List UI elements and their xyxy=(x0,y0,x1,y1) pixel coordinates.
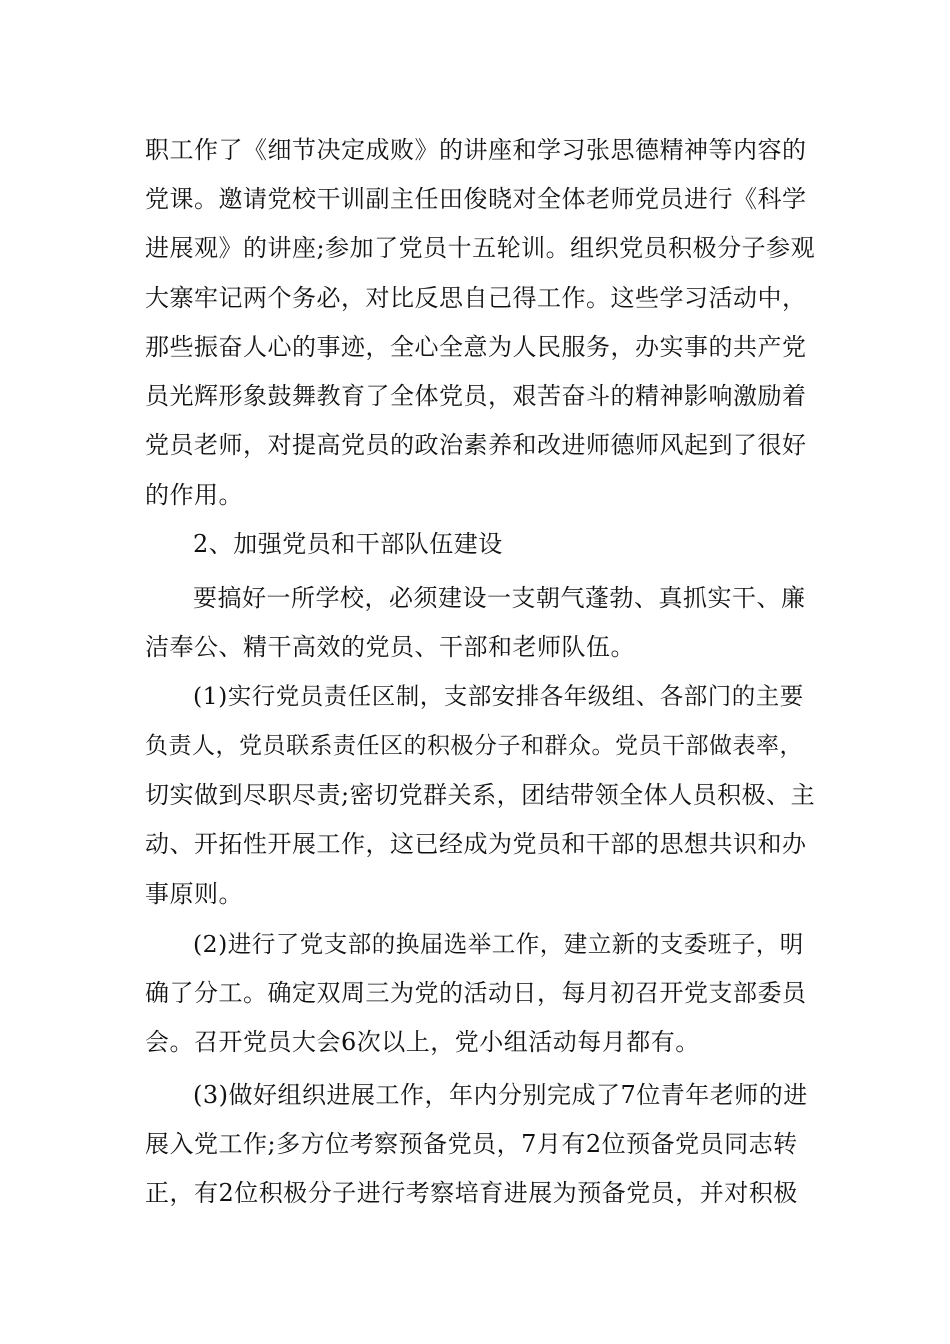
text-line: 进展观》的讲座;参加了党员十五轮训。组织党员积极分子参观 xyxy=(145,234,816,262)
text-line: 那些振奋人心的事迹，全心全意为人民服务，办实事的共产党 xyxy=(145,333,807,361)
section-heading: 2、加强党员和干部队伍建设 xyxy=(193,530,503,558)
text-line: 正，有2位积极分子进行考察培育进展为预备党员，并对积极 xyxy=(145,1179,798,1207)
text-line: 的作用。 xyxy=(145,481,243,509)
text-line: 党课。邀请党校干训副主任田俊晓对全体老师党员进行《科学 xyxy=(145,185,807,213)
text-line: 洁奉公、精干高效的党员、干部和老师队伍。 xyxy=(145,633,635,661)
text-line: 职工作了《细节决定成败》的讲座和学习张思德精神等内容的 xyxy=(145,136,807,164)
text-line: 确了分工。确定双周三为党的活动日，每月初召开党支部委员 xyxy=(145,979,807,1007)
text-line: 会。召开党员大会6次以上，党小组活动每月都有。 xyxy=(145,1028,700,1056)
text-line: 事原则。 xyxy=(145,880,243,908)
text-line: 切实做到尽职尽责;密切党群关系，团结带领全体人员积极、主 xyxy=(145,781,816,809)
text-line: 动、开拓性开展工作，这已经成为党员和干部的思想共识和办 xyxy=(145,830,807,858)
text-line: 党员老师，对提高党员的政治素养和改进师德师风起到了很好 xyxy=(145,431,807,459)
text-line: 展入党工作;多方位考察预备党员，7月有2位预备党员同志转 xyxy=(145,1130,798,1158)
text-line: (2)进行了党支部的换届选举工作，建立新的支委班子，明 xyxy=(193,930,804,958)
text-line: 员光辉形象鼓舞教育了全体党员，艰苦奋斗的精神影响激励着 xyxy=(145,382,807,410)
text-line: 大寨牢记两个务必，对比反思自己得工作。这些学习活动中， xyxy=(145,284,807,312)
text-line: (1)实行党员责任区制，支部安排各年级组、各部门的主要 xyxy=(193,682,804,710)
text-line: 负责人，党员联系责任区的积极分子和群众。党员干部做表率， xyxy=(145,733,803,759)
text-line: (3)做好组织进展工作，年内分别完成了7位青年老师的进 xyxy=(193,1081,808,1109)
text-line: 要搞好一所学校，必须建设一支朝气蓬勃、真抓实干、廉 xyxy=(193,584,806,612)
